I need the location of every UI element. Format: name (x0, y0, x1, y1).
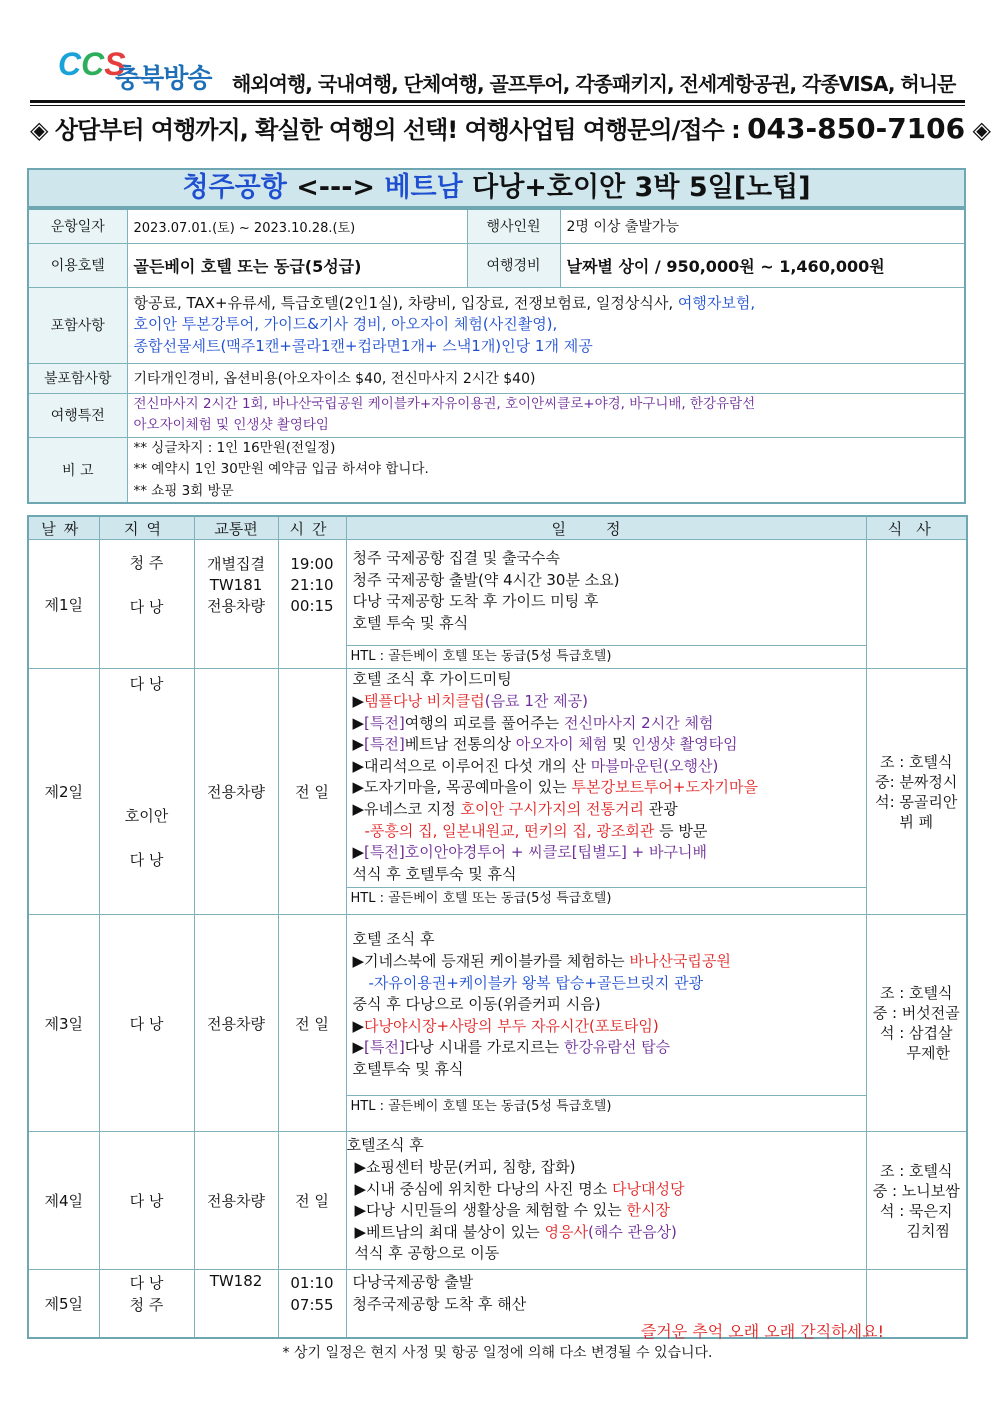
day3-itinerary: 호텔 조식 후 ▶기네스북에 등재된 케이블카를 체험하는 바나산국립공원 -자유이용권+케이블카 왕복 탑승+골든브릿지 관광 중식 후 다낭으로 이동(위즐커피 시음) ▶다낭야시장+사랑의 부두 자유시간(포토타임) ▶[특전]다낭 시내를 가로지르는 한강유람선 탑승 호텔투숙 및 휴식 HTL : 골든베이 호텔 또는 동급(5성 특급호텔) (346, 915, 866, 1132)
col-date: 날짜 (28, 516, 99, 540)
hotel-value: 골든베이 호텔 또는 동급(5성급) (127, 243, 467, 287)
day1-row (28, 540, 967, 669)
day3-hotel: HTL : 골든베이 호텔 또는 동급(5성 특급호텔) (347, 1095, 866, 1118)
day1-region: 청 주 다 낭 (99, 540, 194, 669)
day2-label: 제2일 (28, 669, 99, 915)
slogan-end: ◈ (972, 116, 990, 144)
schedule-table (27, 515, 968, 1339)
period-label: 운항일자 (28, 209, 127, 243)
pax-label: 행사인원 (467, 209, 560, 243)
period-value: 2023.07.01.(토) ~ 2023.10.28.(토) (127, 209, 467, 243)
day2-meals: 조 : 호텔식 중: 분짜정시 석: 몽골리안 뷔 페 (866, 669, 967, 915)
day1-transport: 개별집결 TW181 전용차량 (194, 540, 278, 669)
special-label: 여행특전 (28, 393, 127, 437)
day3-region: 다 낭 (99, 915, 194, 1132)
day1-label: 제1일 (28, 540, 99, 669)
header-rule (30, 100, 965, 103)
day4-label: 제4일 (28, 1132, 99, 1270)
day3-time: 전 일 (278, 915, 346, 1132)
day1-meals (866, 540, 967, 669)
day3-meals: 조 : 호텔식 중 : 버섯전골 석 : 삼겹살 무제한 (866, 915, 967, 1132)
day2-hotel: HTL : 골든베이 호텔 또는 동급(5성 특급호텔) (347, 887, 866, 910)
pax-value: 2명 이상 출발가능 (560, 209, 965, 243)
header-rule-thin (30, 105, 965, 106)
excluded-label: 불포함사항 (28, 363, 127, 393)
day2-itinerary: 호텔 조식 후 가이드미팅 ▶템플다낭 비치클럽(음료 1잔 제공) ▶[특전]여행의 피로를 풀어주는 전신마사지 2시간 체험 ▶[특전]베트남 전통의상 아오자이 체험 및 인생샷 촬영타임 ▶대리석으로 이루어진 다섯 개의 산 마블마운틴(오행산) ▶도자기마을, 목공예마을이 있는 투본강보트투어+도자기마을 ▶유네스코 지정 호이안 구시가지의 전통거리 관광 -풍흥의 집, 일본내원교, 떤키의 집, 광조회관 등 방문 ▶[특전]호이안야경투어 + 씨클로[팁별도] + 바구니배 석식 후 호텔투숙 및 휴식 HTL : 골든베이 호텔 또는 동급(5성 특급호텔) (346, 669, 866, 915)
day2-region: 다 낭 호이안 다 낭 (99, 669, 194, 915)
excluded-value: 기타개인경비, 옵션비용(아오자이소 $40, 전신마사지 2시간 $40) (127, 363, 965, 393)
day4-region: 다 낭 (99, 1132, 194, 1270)
day4-itinerary: 호텔조식 후 ▶쇼핑센터 방문(커피, 침향, 잡화) ▶시내 중심에 위치한 다낭의 사진 명소 다낭대성당 ▶다낭 시민들의 생활상을 체험할 수 있는 한시장 ▶베트남의 최대 불상이 있는 영응사(해수 관음상) 석식 후 공항으로 이동 (346, 1132, 866, 1270)
contact-phone: 043-850-7106 (747, 112, 966, 145)
special-value: 전신마사지 2시간 1회, 바나산국립공원 케이블카+자유이용권, 호이안씨클로+야경, 바구니배, 한강유람선 아오자이체험 및 인생샷 촬영타임 (127, 393, 965, 437)
day5-time: 01:10 07:55 (278, 1270, 346, 1338)
col-itinerary: 일정 (346, 516, 866, 540)
slogan-text: ◈ 상담부터 여행까지, 확실한 여행의 선택! 여행사업팀 여행문의/접수 : (30, 116, 740, 144)
day1-itinerary: 청주 국제공항 집결 및 출국수속 청주 국제공항 출발(약 4시간 30분 소요) 다낭 국제공항 도착 후 가이드 미팅 후 호텔 투숙 및 휴식 HTL : 골든베이 호텔 또는 동급(5성 특급호텔) (346, 540, 866, 669)
day5-transport: TW182 (194, 1270, 278, 1338)
header (30, 40, 965, 102)
day5-itinerary: 다낭국제공항 출발 청주국제공항 도착 후 해산 (346, 1270, 866, 1338)
hotel-label: 이용호텔 (28, 243, 127, 287)
tour-title (27, 168, 966, 208)
day4-meals: 조 : 호텔식 중 : 노니보쌈 석 : 묵은지 김치찜 (866, 1132, 967, 1270)
day2-transport: 전용차량 (194, 669, 278, 915)
cost-value: 날짜별 상이 / 950,000원 ~ 1,460,000원 (560, 243, 965, 287)
closing-message: 즐거운 추억 오래 오래 간직하세요! (640, 1322, 884, 1341)
services-list: 해외여행, 국내여행, 단체여행, 골프투어, 각종패키지, 전세계항공권, 각종VISA, 허니문 (232, 72, 956, 96)
included-value: 항공료, TAX+유류세, 특급호텔(2인1실), 차량비, 입장료, 전쟁보험료, 일정상식사, 여행자보험, 호이안 투본강투어, 가이드&기사 경비, 아오자이 체험(사진촬영), 종합선물세트(맥주1캔+콜라1캔+컵라면1개+ 스낵1개)인당 1개 제공 (127, 287, 965, 363)
day3-transport: 전용차량 (194, 915, 278, 1132)
note-value: ** 싱글차지 : 1인 16만원(전일정) ** 예약시 1인 30만원 예약금 입금 하셔야 합니다. ** 쇼핑 3회 방문 (127, 437, 965, 503)
col-region: 지역 (99, 516, 194, 540)
day3-label: 제3일 (28, 915, 99, 1132)
day1-hotel: HTL : 골든베이 호텔 또는 동급(5성 특급호텔) (347, 645, 866, 668)
title-rest: 다낭+호이안 3박 5일[노팁] (472, 172, 811, 203)
brand-name: 충북방송 (115, 64, 212, 94)
col-transport: 교통편 (194, 516, 278, 540)
ccs-logo: CCS (58, 46, 126, 82)
title-arrow: <---> (296, 172, 376, 203)
title-country: 베트남 (384, 172, 463, 203)
day3-row (28, 915, 967, 1132)
cost-label: 여행경비 (467, 243, 560, 287)
day4-time: 전 일 (278, 1132, 346, 1270)
day4-transport: 전용차량 (194, 1132, 278, 1270)
day5-label: 제5일 (28, 1270, 99, 1338)
note-label: 비 고 (28, 437, 127, 503)
col-time: 시간 (278, 516, 346, 540)
info-table (27, 208, 966, 504)
included-label: 포함사항 (28, 287, 127, 363)
title-origin: 청주공항 (182, 172, 287, 203)
day2-row (28, 669, 967, 915)
day2-time: 전 일 (278, 669, 346, 915)
day5-region: 다 낭 청 주 (99, 1270, 194, 1338)
footnote: * 상기 일정은 현지 사정 및 항공 일정에 의해 다소 변경될 수 있습니다. (282, 1345, 713, 1361)
day1-time: 19:00 21:10 00:15 (278, 540, 346, 669)
col-meals: 식사 (866, 516, 967, 540)
day4-row (28, 1132, 967, 1270)
slogan (30, 110, 990, 145)
